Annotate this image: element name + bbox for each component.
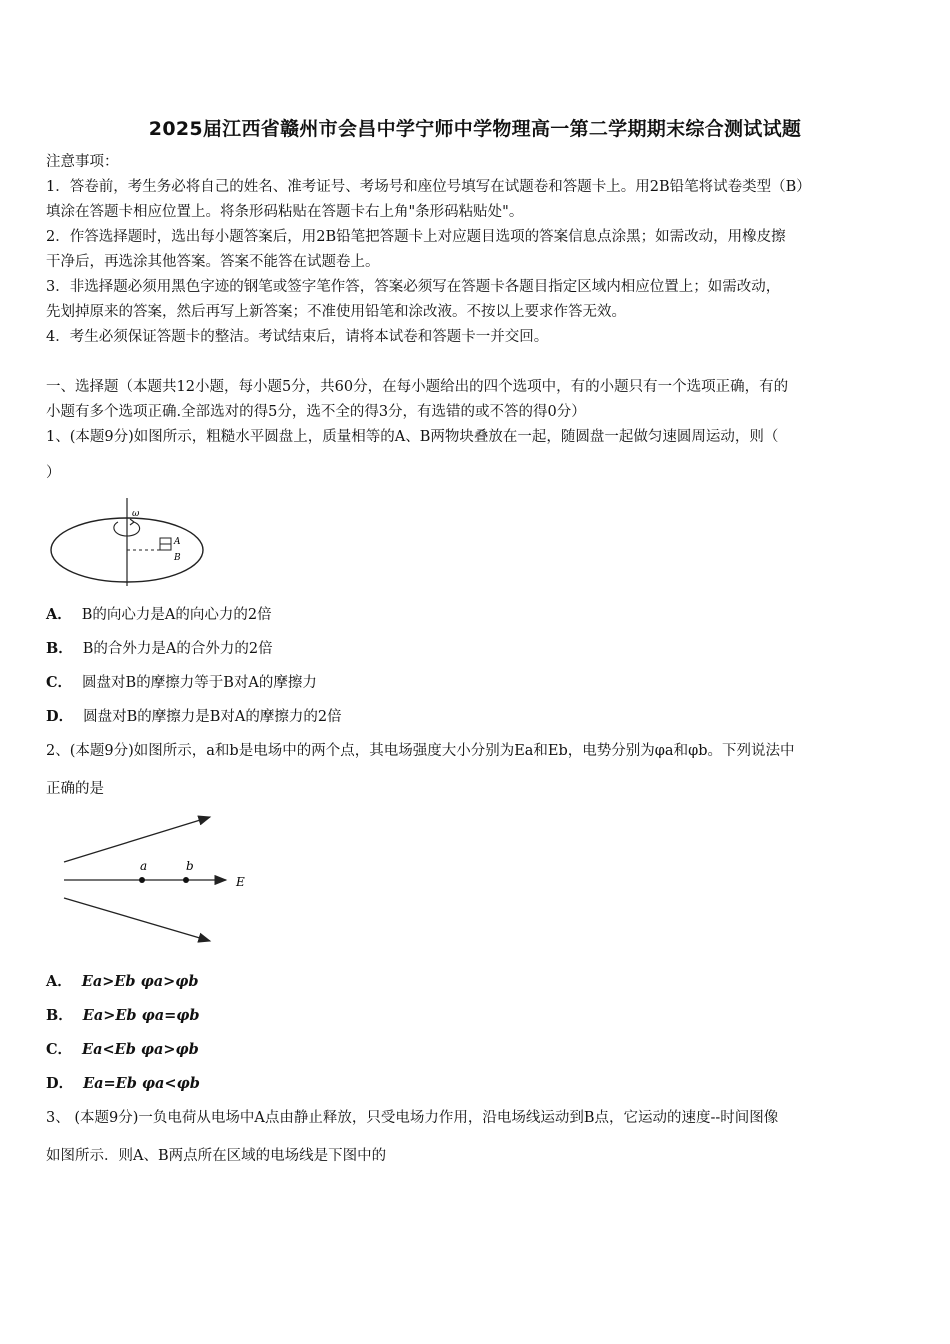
q2-stem-cont: 正确的是: [46, 781, 104, 797]
label-b: B: [174, 553, 181, 563]
q2-electric-field-figure: [60, 810, 260, 950]
notice-item: 2．作答选择题时，选出每小题答案后，用2B铅笔把答题卡上对应题目选项的答案信息点涂黑；如需改动，用橡皮擦: [46, 229, 786, 245]
notice-item: 干净后，再选涂其他答案。答案不能答在试题卷上。: [46, 254, 380, 270]
q1-option-d: D． 圆盘对B的摩擦力是B对A的摩擦力的2倍: [46, 708, 342, 725]
label-e: E: [236, 875, 245, 889]
notice-item: 3．非选择题必须用黑色字迹的钢笔或签字笔作答，答案必须写在答题卡各题目指定区域内相应位置上；如需改动，: [46, 279, 781, 295]
q3-stem-cont: 如图所示．则A、B两点所在区域的电场线是下图中的: [46, 1148, 387, 1164]
q1-option-a: A． B的向心力是A的向心力的2倍: [46, 606, 272, 623]
point-b: [183, 877, 189, 883]
q2-option-d: D． Ea=Eb φa<φb: [46, 1075, 200, 1092]
arrow-head-icon: [130, 519, 134, 525]
notice-item: 先划掉原来的答案，然后再写上新答案；不准使用铅笔和涂改液。不按以上要求作答无效。: [46, 304, 626, 320]
q1-stem: 1、(本题9分)如图所示，粗糙水平圆盘上，质量相等的A、B两物块叠放在一起，随圆盘一起做匀速圆周运动，则（: [46, 429, 779, 445]
q1-stem-cont: ）: [46, 465, 61, 481]
upper-field-line: [64, 817, 210, 862]
label-b: b: [186, 859, 194, 873]
label-a: A: [174, 537, 181, 547]
notice-item: 填涂在答题卡相应位置上。将条形码粘贴在答题卡右上角"条形码粘贴处"。: [46, 204, 524, 220]
section-heading-cont: 小题有多个选项正确.全部选对的得5分，选不全的得3分，有选错的或不答的得0分）: [46, 404, 586, 420]
notice-item: 1．答卷前，考生务必将自己的姓名、准考证号、考场号和座位号填写在试题卷和答题卡上。用2B铅笔将试卷类型（B）: [46, 179, 811, 195]
block-a: [160, 538, 171, 544]
q1-option-b: B． B的合外力是A的合外力的2倍: [46, 640, 273, 657]
exam-title: 2025届江西省赣州市会昌中学宁师中学物理高一第二学期期末综合测试试题: [148, 118, 802, 140]
section-heading: 一、选择题（本题共12小题，每小题5分，共60分，在每小题给出的四个选项中，有的小题只有一个选项正确，有的: [46, 379, 789, 395]
q2-option-a: A． Ea>Eb φa>φb: [46, 973, 199, 990]
q2-option-b: B． Ea>Eb φa=φb: [46, 1007, 200, 1024]
label-a: a: [140, 859, 148, 873]
block-b: [160, 544, 171, 550]
point-a: [139, 877, 145, 883]
q1-rotating-disk-figure: [48, 496, 208, 588]
omega-label: ω: [132, 509, 140, 519]
notice-heading: 注意事项：: [46, 154, 119, 170]
q1-option-c: C． 圆盘对B的摩擦力等于B对A的摩擦力: [46, 674, 317, 691]
lower-field-line: [64, 898, 210, 941]
q3-stem: 3、 (本题9分)一负电荷从电场中A点由静止释放，只受电场力作用，沿电场线运动到B点，它运动的速度--时间图像: [46, 1110, 779, 1126]
notice-item: 4．考生必须保证答题卡的整洁。考试结束后，请将本试卷和答题卡一并交回。: [46, 329, 549, 345]
q2-stem: 2、(本题9分)如图所示，a和b是电场中的两个点，其电场强度大小分别为Ea和Eb，电势分别为φa和φb。下列说法中: [46, 743, 795, 759]
q2-option-c: C． Ea<Eb φa>φb: [46, 1041, 199, 1058]
